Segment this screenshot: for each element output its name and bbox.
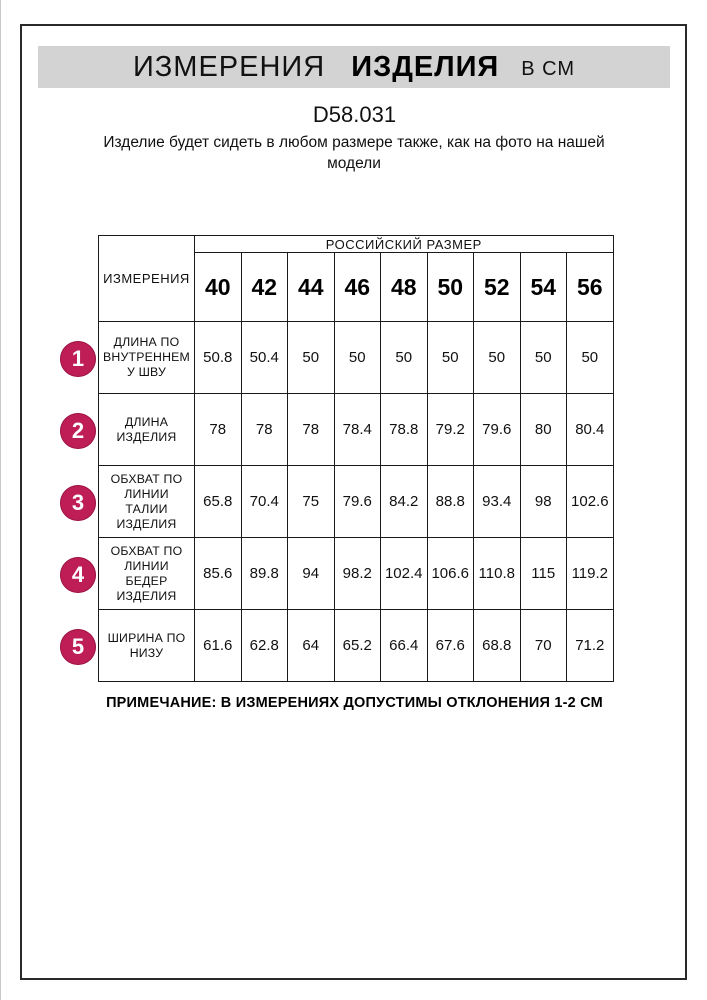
measurement-label: ДЛИНА ПО ВНУТРЕННЕМУ ШВУ [99,322,195,394]
row-number-column [59,323,97,683]
measurement-value: 79.6 [334,466,381,538]
measurement-value: 94 [288,538,335,610]
table-row [99,322,614,394]
measurement-value: 115 [520,538,567,610]
measurement-value: 68.8 [474,610,521,682]
measurement-value: 119.2 [567,538,614,610]
row-number-slot [59,467,97,539]
row-number-badge: 2 [60,413,96,449]
row-number-badge: 1 [60,341,96,377]
row-number-slot [59,395,97,467]
measurement-value: 70 [520,610,567,682]
measurement-label: ОБХВАТ ПО ЛИНИИ ТАЛИИ ИЗДЕЛИЯ [99,466,195,538]
measurement-value: 102.4 [381,538,428,610]
measurement-value: 50 [288,322,335,394]
measurement-label: ОБХВАТ ПО ЛИНИИ БЕДЕР ИЗДЕЛИЯ [99,538,195,610]
title-units: В СМ [521,57,576,80]
row-number-slot [59,539,97,611]
measurement-value: 50 [474,322,521,394]
measurement-value: 50.8 [195,322,242,394]
title-product: ИЗДЕЛИЯ [351,50,500,83]
measurement-value: 50 [520,322,567,394]
measurement-value: 61.6 [195,610,242,682]
measurement-value: 98.2 [334,538,381,610]
corner-header: ИЗМЕРЕНИЯ [99,236,195,322]
measurement-value: 65.2 [334,610,381,682]
measurement-value: 110.8 [474,538,521,610]
row-number-badge: 3 [60,485,96,521]
row-number-badge: 5 [60,629,96,665]
size-header: 40 [195,253,242,322]
row-number-slot [59,323,97,395]
size-header: 52 [474,253,521,322]
table-body [99,322,614,682]
measurement-value: 89.8 [241,538,288,610]
measurement-value: 50 [334,322,381,394]
size-header: 46 [334,253,381,322]
measurement-value: 78.4 [334,394,381,466]
size-header: 44 [288,253,335,322]
group-header-row [99,236,614,253]
measurement-value: 71.2 [567,610,614,682]
measurement-value: 78 [288,394,335,466]
size-header: 56 [567,253,614,322]
measurement-value: 88.8 [427,466,474,538]
table-row [99,394,614,466]
group-header: РОССИЙСКИЙ РАЗМЕР [195,236,614,253]
measurement-value: 50 [567,322,614,394]
measurement-value: 62.8 [241,610,288,682]
table-row [99,538,614,610]
measurement-value: 50 [427,322,474,394]
row-number-slot [59,611,97,683]
measurement-value: 102.6 [567,466,614,538]
row-number-badge: 4 [60,557,96,593]
measurement-value: 98 [520,466,567,538]
measurement-value: 64 [288,610,335,682]
measurement-value: 85.6 [195,538,242,610]
table-row [99,610,614,682]
table-row [99,466,614,538]
measurement-value: 80.4 [567,394,614,466]
size-header: 42 [241,253,288,322]
measurement-value: 66.4 [381,610,428,682]
measurement-value: 67.6 [427,610,474,682]
measurement-label: ДЛИНА ИЗДЕЛИЯ [99,394,195,466]
measurement-label: ШИРИНА ПО НИЗУ [99,610,195,682]
measurement-value: 78 [241,394,288,466]
article-code: D58.031 [312,102,397,127]
measurement-value: 50 [381,322,428,394]
footer-note: ПРИМЕЧАНИЕ: В ИЗМЕРЕНИЯХ ДОПУСТИМЫ ОТКЛОНЕНИЯ 1-2 СМ [106,695,603,711]
title-measurements: ИЗМЕРЕНИЯ [132,50,326,83]
measurement-value: 75 [288,466,335,538]
fit-description: Изделие будет сидеть в любом размере также, как на фото на нашей модели [103,134,605,172]
measurement-value: 84.2 [381,466,428,538]
measurement-value: 106.6 [427,538,474,610]
measurement-value: 79.2 [427,394,474,466]
size-table-wrapper [98,235,614,682]
measurement-value: 80 [520,394,567,466]
measurement-value: 65.8 [195,466,242,538]
measurement-value: 78 [195,394,242,466]
size-table [98,235,614,682]
size-header: 54 [520,253,567,322]
measurement-value: 78.8 [381,394,428,466]
size-header: 48 [381,253,428,322]
size-header: 50 [427,253,474,322]
measurement-value: 50.4 [241,322,288,394]
title-bar [38,46,670,88]
measurement-value: 93.4 [474,466,521,538]
measurement-value: 70.4 [241,466,288,538]
measurement-value: 79.6 [474,394,521,466]
